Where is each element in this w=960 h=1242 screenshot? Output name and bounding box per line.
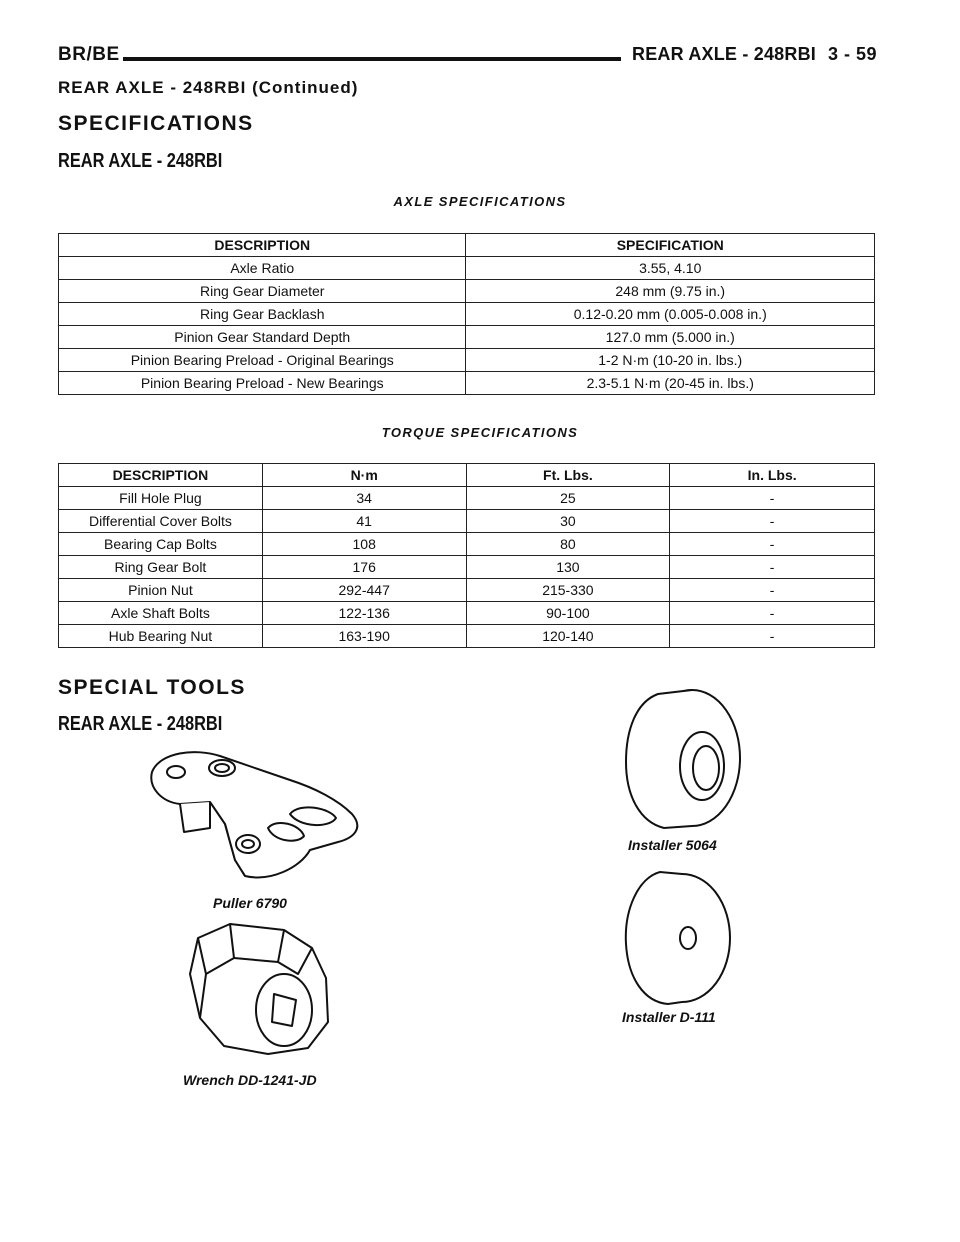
page-number: 3 - 59 <box>828 44 878 64</box>
table-cell: Pinion Bearing Preload - Original Bearings <box>59 349 466 372</box>
table-cell: 163-190 <box>262 625 466 648</box>
table-cell: Ring Gear Backlash <box>59 303 466 326</box>
header-section-title: REAR AXLE - 248RBI <box>632 44 816 64</box>
table-cell: Ring Gear Diameter <box>59 280 466 303</box>
table-cell: 108 <box>262 533 466 556</box>
special-tools-subheading: REAR AXLE - 248RBI <box>58 713 223 735</box>
table-row <box>59 257 875 280</box>
table-cell: - <box>670 487 875 510</box>
table-row <box>59 602 875 625</box>
installer-disc-icon <box>620 862 740 1008</box>
table-cell: 41 <box>262 510 466 533</box>
torque-table-caption: TORQUE SPECIFICATIONS <box>381 425 579 440</box>
puller-icon <box>140 742 370 892</box>
table-row <box>59 487 875 510</box>
column-header: Ft. Lbs. <box>466 464 670 487</box>
specifications-subheading: REAR AXLE - 248RBI <box>58 150 223 172</box>
table-cell: 34 <box>262 487 466 510</box>
table-cell: 25 <box>466 487 670 510</box>
table-cell: 0.12-0.20 mm (0.005-0.008 in.) <box>466 303 875 326</box>
column-header: In. Lbs. <box>670 464 875 487</box>
wrench-socket-icon <box>180 918 340 1058</box>
table-cell: - <box>670 625 875 648</box>
axle-specifications-table <box>58 233 875 395</box>
table-row <box>59 510 875 533</box>
table-cell: 80 <box>466 533 670 556</box>
table-cell: 30 <box>466 510 670 533</box>
tool-caption: Installer D-111 <box>622 1009 716 1025</box>
column-header: SPECIFICATION <box>466 234 875 257</box>
table-cell: 2.3-5.1 N·m (20-45 in. lbs.) <box>466 372 875 395</box>
header-rule <box>123 57 621 61</box>
column-header: DESCRIPTION <box>59 464 263 487</box>
table-cell: Axle Shaft Bolts <box>59 602 263 625</box>
special-tools-heading: SPECIAL TOOLS <box>58 676 246 699</box>
tool-caption: Installer 5064 <box>628 837 717 853</box>
table-row <box>59 533 875 556</box>
table-cell: 248 mm (9.75 in.) <box>466 280 875 303</box>
table-cell: - <box>670 510 875 533</box>
tool-caption: Wrench DD-1241-JD <box>183 1072 317 1088</box>
table-row <box>59 303 875 326</box>
table-cell: 130 <box>466 556 670 579</box>
table-cell: Ring Gear Bolt <box>59 556 263 579</box>
installer-icon <box>620 684 750 832</box>
table-row <box>59 372 875 395</box>
table-cell: 90-100 <box>466 602 670 625</box>
tool-caption: Puller 6790 <box>213 895 287 911</box>
table-cell: 120-140 <box>466 625 670 648</box>
table-cell: - <box>670 533 875 556</box>
torque-specifications-table <box>58 463 875 648</box>
table-header-row <box>59 464 875 487</box>
table-row <box>59 625 875 648</box>
table-cell: Hub Bearing Nut <box>59 625 263 648</box>
table-cell: - <box>670 556 875 579</box>
table-cell: Bearing Cap Bolts <box>59 533 263 556</box>
table-cell: - <box>670 579 875 602</box>
column-header: N·m <box>262 464 466 487</box>
table-cell: Fill Hole Plug <box>59 487 263 510</box>
table-row <box>59 579 875 602</box>
table-row <box>59 556 875 579</box>
axle-table-caption: AXLE SPECIFICATIONS <box>393 194 567 209</box>
continued-title: REAR AXLE - 248RBI (Continued) <box>58 78 359 97</box>
table-cell: 176 <box>262 556 466 579</box>
column-header: DESCRIPTION <box>59 234 466 257</box>
table-cell: Pinion Gear Standard Depth <box>59 326 466 349</box>
table-cell: 1-2 N·m (10-20 in. lbs.) <box>466 349 875 372</box>
header-section-code: BR/BE <box>58 44 120 65</box>
table-cell: Pinion Bearing Preload - New Bearings <box>59 372 466 395</box>
table-cell: 3.55, 4.10 <box>466 257 875 280</box>
table-cell: 127.0 mm (5.000 in.) <box>466 326 875 349</box>
table-row <box>59 326 875 349</box>
table-cell: Pinion Nut <box>59 579 263 602</box>
table-cell: 292-447 <box>262 579 466 602</box>
specifications-heading: SPECIFICATIONS <box>58 112 254 135</box>
table-row <box>59 280 875 303</box>
table-row <box>59 349 875 372</box>
table-cell: Differential Cover Bolts <box>59 510 263 533</box>
table-cell: - <box>670 602 875 625</box>
table-cell: Axle Ratio <box>59 257 466 280</box>
table-header-row <box>59 234 875 257</box>
table-cell: 215-330 <box>466 579 670 602</box>
table-cell: 122-136 <box>262 602 466 625</box>
